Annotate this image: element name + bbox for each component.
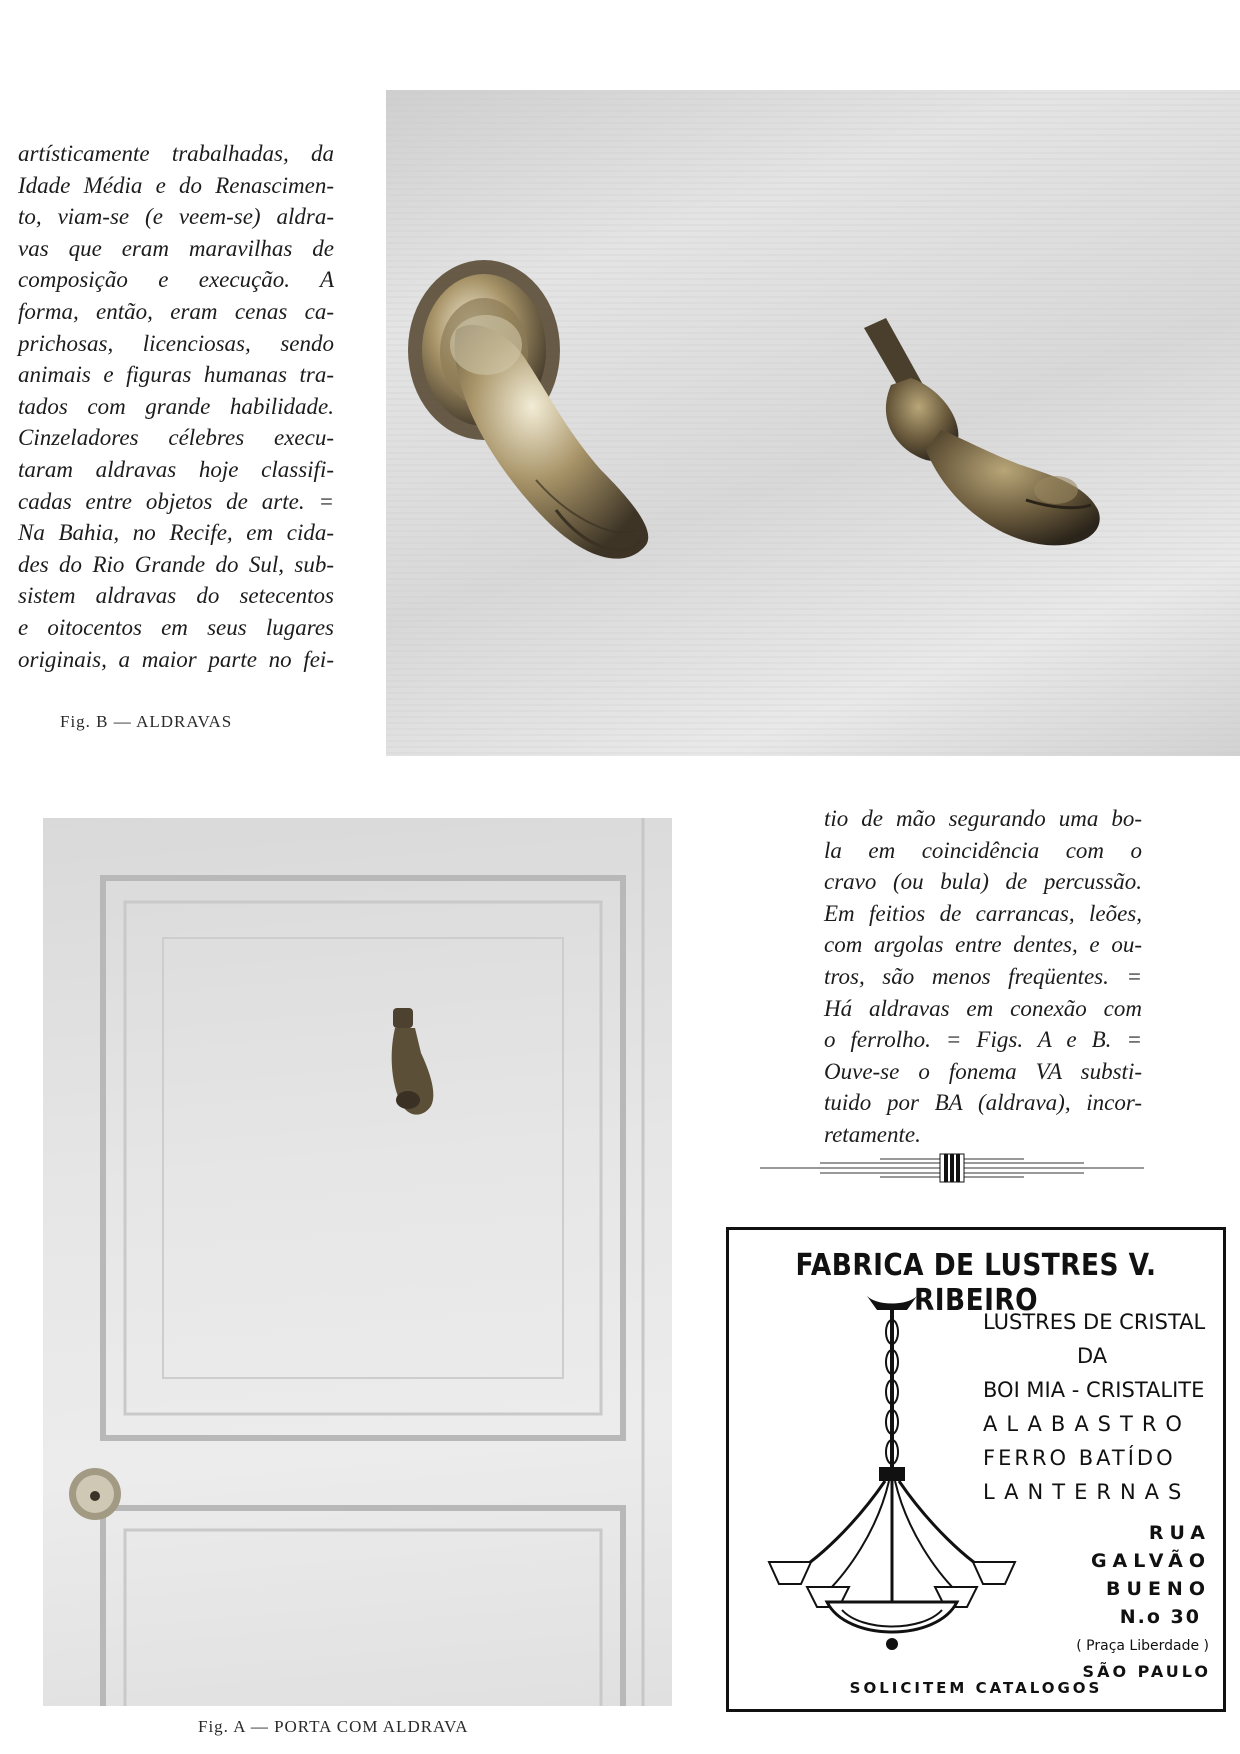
- text-line: artísticamente trabalhadas, da: [18, 141, 334, 166]
- text-line: Há aldravas em conexão com: [824, 995, 1142, 1021]
- text-line: cravo (ou bula) de percussão.: [824, 869, 1142, 895]
- text-line: tros, são menos freqüentes. =: [824, 963, 1142, 989]
- chandelier-illustration: [767, 1292, 1017, 1662]
- ad-address-number: N.o 30: [1119, 1606, 1201, 1628]
- ad-address-square: ( Praça Liberdade ): [1076, 1638, 1209, 1654]
- ad-address-city: SÃO PAULO: [1082, 1662, 1211, 1681]
- ad-footer: SOLICITEM CATALOGOS: [849, 1679, 1103, 1697]
- text-line: Na Bahia, no Recife, em cida-: [18, 520, 334, 546]
- photo-fig-b-knockers: [386, 90, 1240, 756]
- text-line: composição e execução. A: [18, 267, 334, 293]
- ad-line-5: FERRO BATÍDO: [983, 1446, 1176, 1470]
- text-line: o ferrolho. = Figs. A e B. =: [824, 1027, 1142, 1053]
- text-line: tio de mão segurando uma bo-: [824, 806, 1142, 831]
- ornamental-divider: [760, 1150, 1144, 1186]
- ad-line-2: DA: [1077, 1344, 1108, 1368]
- photo-fig-a-door: [43, 818, 672, 1706]
- text-line: e oitocentos em seus lugares: [18, 614, 334, 640]
- text-line: tados com grande habilidade.: [18, 393, 334, 419]
- text-line: prichosas, licenciosas, sendo: [18, 330, 334, 356]
- text-line: vas que eram maravilhas de: [18, 235, 334, 261]
- text-line: tuido por BA (aldrava), incor-: [824, 1090, 1142, 1116]
- figure-a-caption: Fig. A — PORTA COM ALDRAVA: [198, 1717, 469, 1736]
- text-line: originais, a maior parte no fei-: [18, 646, 334, 672]
- ad-line-3: BOI MIA - CRISTALITE: [983, 1378, 1205, 1402]
- door-knocker-image: [392, 1008, 434, 1115]
- ad-address-street: RUA: [1148, 1522, 1211, 1544]
- text-line: animais e figuras humanas tra-: [18, 362, 334, 388]
- figure-b-caption: Fig. B — ALDRAVAS: [60, 712, 233, 731]
- text-line: des do Rio Grande do Sul, sub-: [18, 551, 334, 577]
- ad-line-1: LUSTRES DE CRISTAL: [983, 1310, 1206, 1334]
- text-line: taram aldravas hoje classifi-: [18, 456, 334, 482]
- text-line: Ouve-se o fonema VA substi-: [824, 1058, 1142, 1084]
- advertisement-box: [726, 1227, 1226, 1712]
- text-line: la em coincidência com o: [824, 837, 1142, 863]
- ad-line-6: LANTERNAS: [983, 1480, 1191, 1504]
- door-lock-image: [69, 1468, 121, 1520]
- text-line: forma, então, eram cenas ca-: [18, 298, 334, 324]
- text-line: cadas entre objetos de arte. =: [18, 488, 334, 514]
- text-line: sistem aldravas do setecentos: [18, 583, 334, 609]
- text-line: Idade Média e do Renascimen-: [18, 172, 334, 198]
- ad-line-4: ALABASTRO: [983, 1412, 1191, 1436]
- text-line: to, viam-se (e veem-se) aldra-: [18, 204, 334, 230]
- text-line: com argolas entre dentes, e ou-: [824, 932, 1142, 958]
- ad-address-name-1: GALVÃO: [1090, 1550, 1211, 1572]
- text-line: Cinzeladores célebres execu-: [18, 425, 334, 451]
- text-line: Em feitios de carrancas, leões,: [824, 900, 1142, 926]
- ad-address-name-2: BUENO: [1106, 1578, 1211, 1600]
- text-column-right: [824, 803, 1142, 1151]
- text-column-left: [18, 138, 334, 675]
- text-line: retamente.: [824, 1121, 921, 1147]
- ad-title: FABRICA DE LUSTRES V. RIBEIRO: [795, 1248, 1157, 1318]
